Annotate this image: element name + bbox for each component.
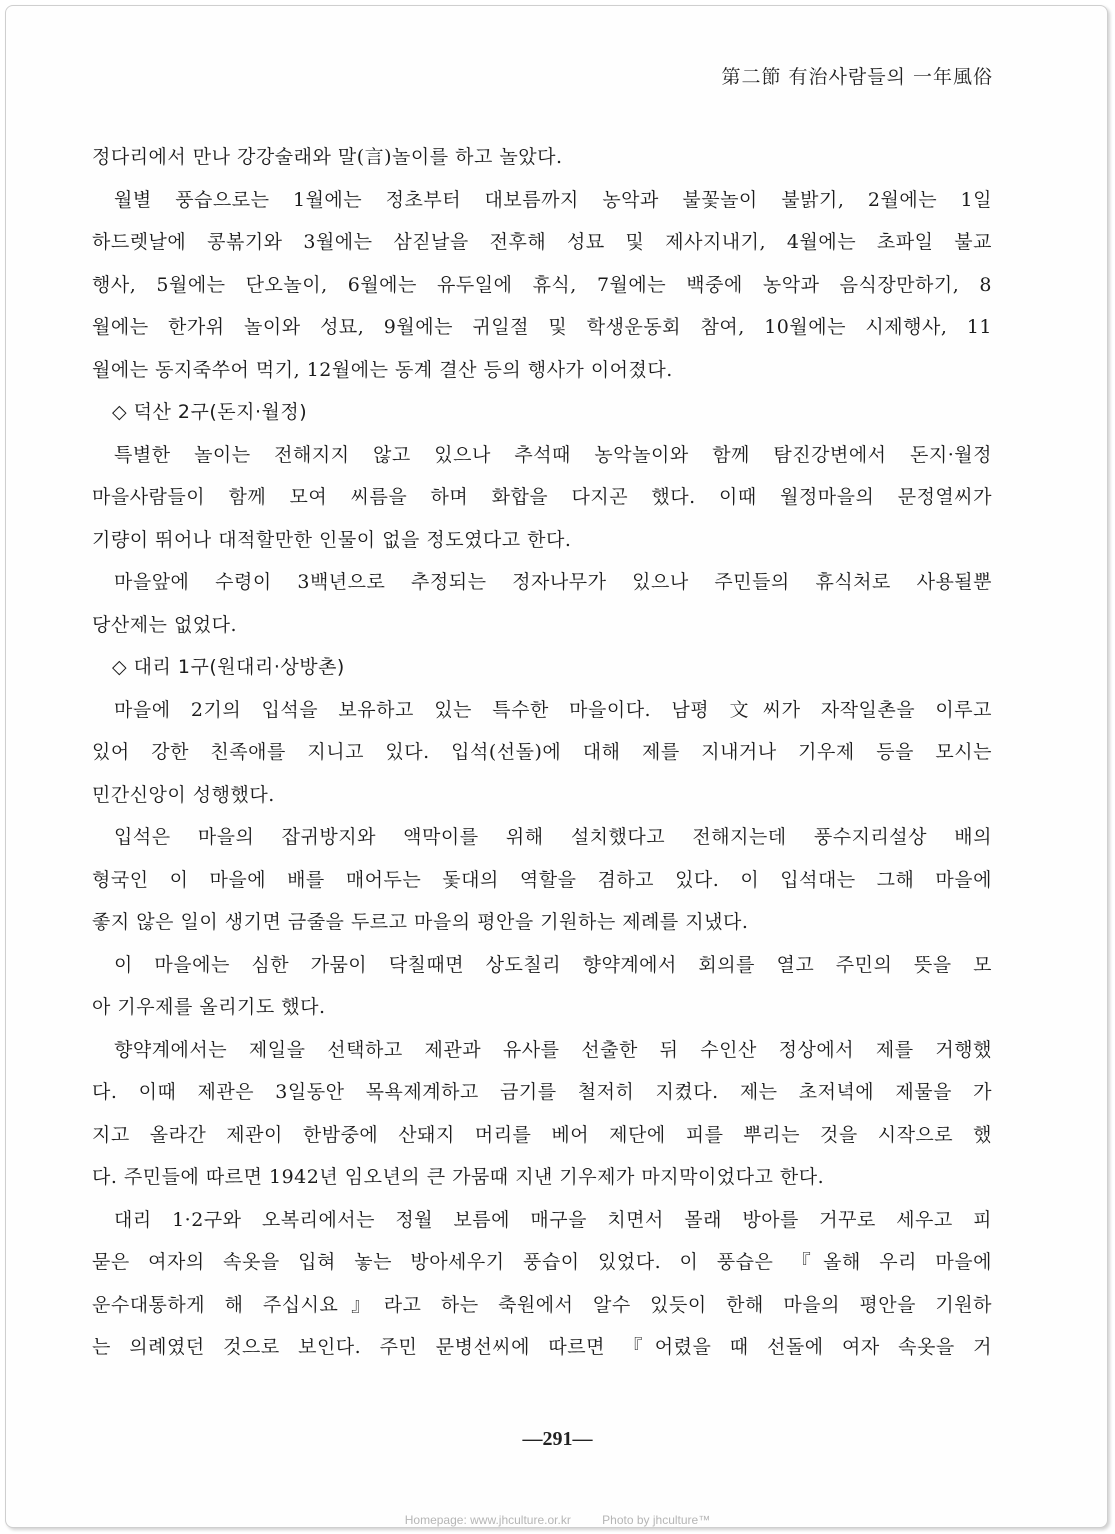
text-line: 월별 풍습으로는 1월에는 정초부터 대보름까지 농악과 불꽃놀이 불밝기, 2월에는 1일 [114,188,992,211]
footer-photo-credit: Photo by jhculture™ [602,1513,711,1527]
text-line: 당산제는 없었다. [92,613,238,636]
text-line: 정다리에서 만나 강강술래와 말(言)놀이를 하고 놀았다. [92,146,563,168]
footer-homepage: Homepage: www.jhculture.or.kr [404,1513,571,1527]
text-line: 좋지 않은 일이 생기면 금줄을 두르고 마을의 평안을 기원하는 제례를 지냈다. [92,911,749,933]
text-line: 마을에 2기의 입석을 보유하고 있는 특수한 마을이다. 남평 文씨가 자작일촌을 이루고 [114,698,992,721]
text-line: 지고 올라간 제관이 한밤중에 산돼지 머리를 베어 제단에 피를 뿌리는 것을 시작으로 했 [92,1123,992,1146]
text-line: 마을사람들이 함께 모여 씨름을 하며 화합을 다지곤 했다. 이때 월정마을의 문정열씨가 [92,486,992,508]
text-line: 행사, 5월에는 단오놀이, 6월에는 유두일에 휴식, 7월에는 백중에 농악과 음식장만하기, 8 [92,273,992,296]
text-line: 월에는 동지죽쑤어 먹기, 12월에는 동계 결산 등의 행사가 이어졌다. [92,358,673,381]
section-heading: ◇ 대리 1구(원대리·상방촌) [112,656,345,678]
text-line: 하드렛날에 콩볶기와 3월에는 삼짇날을 전후해 성묘 및 제사지내기, 4월에는 초파일 불교 [92,231,992,253]
body-text [92,136,992,1369]
text-line: 입석은 마을의 잡귀방지와 액막이를 위해 설치했다고 전해지는데 풍수지리설상 배의 [114,826,992,848]
text-line: 특별한 놀이는 전해지지 않고 있으나 추석때 농악놀이와 함께 탐진강변에서 돈지·월정 [114,443,992,466]
text-line: 기량이 뛰어나 대적할만한 인물이 없을 정도였다고 한다. [92,528,572,551]
text-line: 민간신앙이 성행했다. [92,783,275,806]
footer [0,1513,1115,1527]
running-head: 第二節 有治사람들의 一年風俗 [721,66,993,88]
text-line: 형국인 이 마을에 배를 매어두는 돛대의 역할을 겸하고 있다. 이 입석대는 그해 마을에 [92,868,992,891]
text-line: 월에는 한가위 놀이와 성묘, 9월에는 귀일절 및 학생운동회 참여, 10월에는 시제행사, 11 [92,316,992,338]
text-line: 이 마을에는 심한 가뭄이 닥칠때면 상도칠리 향약계에서 회의를 열고 주민의 뜻을 모 [114,953,992,976]
text-line: 아 기우제를 올리기도 했다. [92,996,326,1018]
text-line: 는 의례였던 것으로 보인다. 주민 문병선씨에 따르면 『어렸을 때 선돌에 여자 속옷을 거 [92,1336,992,1358]
page-number: —291— [522,1428,593,1450]
text-line: 묻은 여자의 속옷을 입혀 놓는 방아세우기 풍습이 있었다. 이 풍습은 『올해 우리 마을에 [92,1251,992,1273]
text-line: 대리 1·2구와 오복리에서는 정월 보름에 매구을 치면서 몰래 방아를 거꾸로 세우고 피 [114,1208,992,1231]
text-line: 운수대통하게 해 주십시요』라고 하는 축원에서 알수 있듯이 한해 마을의 평안을 기원하 [92,1293,992,1316]
text-line: 다. 주민들에 따르면 1942년 임오년의 큰 가뭄때 지낸 기우제가 마지막이었다고 한다. [92,1166,825,1188]
section-heading: ◇ 덕산 2구(돈지·월정) [112,401,308,423]
text-line: 향약계에서는 제일을 선택하고 제관과 유사를 선출한 뒤 수인산 정상에서 제를 거행했 [114,1038,992,1061]
text-line: 마을앞에 수령이 3백년으로 추정되는 정자나무가 있으나 주민들의 휴식처로 사용될뿐 [114,571,992,593]
text-line: 다. 이때 제관은 3일동안 목욕제계하고 금기를 철저히 지켰다. 제는 초저녁에 제물을 가 [92,1081,992,1103]
text-line: 있어 강한 친족애를 지니고 있다. 입석(선돌)에 대해 제를 지내거나 기우제 등을 모시는 [92,741,992,763]
